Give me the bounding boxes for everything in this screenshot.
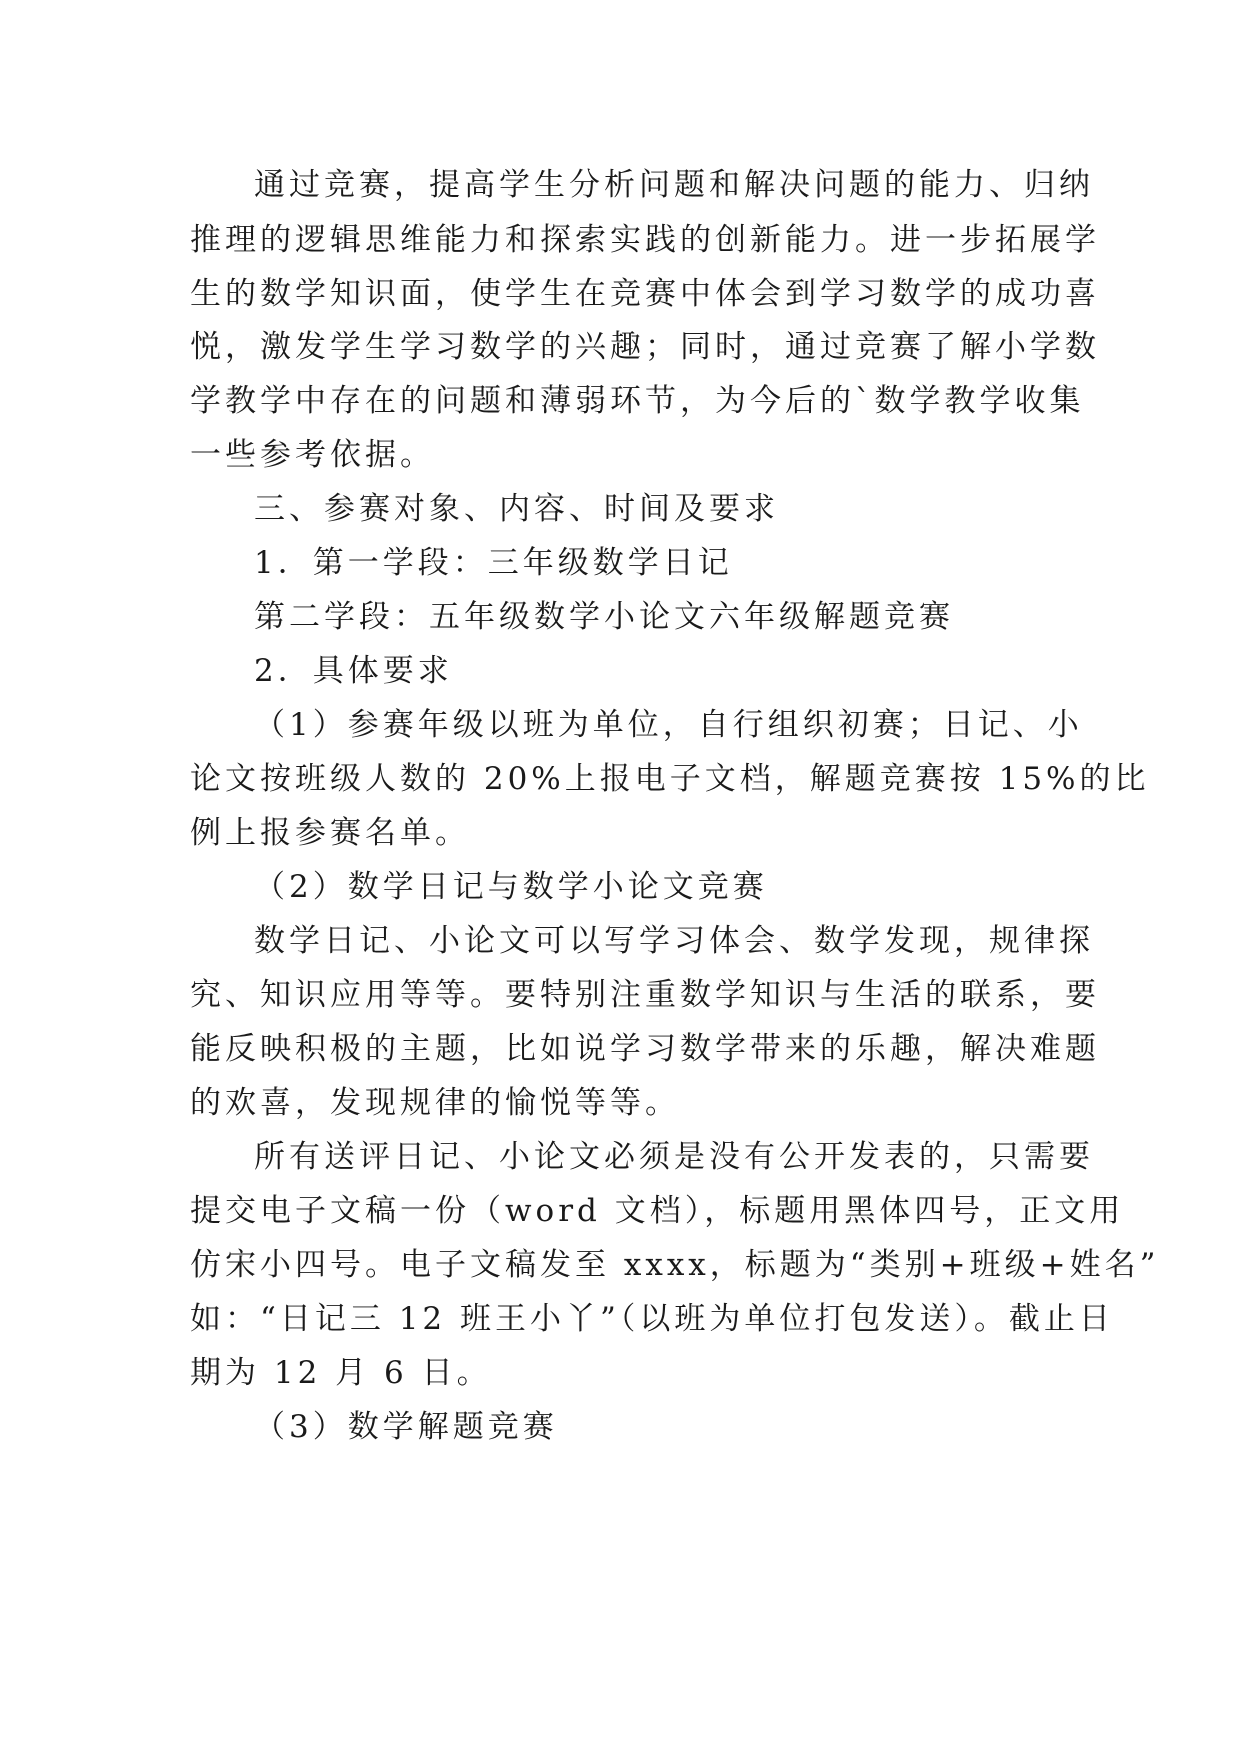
- paragraph-line: 期为 12 月 6 日。: [190, 1355, 492, 1391]
- paragraph-line: 提交电子文稿一份（word 文档），标题用黑体四号，正文用: [190, 1193, 1125, 1229]
- paragraph-line: 例上报参赛名单。: [190, 815, 470, 851]
- subsection-heading: （2）数学日记与数学小论文竞赛: [254, 869, 768, 905]
- paragraph-line: 所有送评日记、小论文必须是没有公开发表的，只需要: [254, 1139, 1094, 1175]
- paragraph-line: 学教学中存在的问题和薄弱环节，为今后的`数学教学收集: [190, 383, 1085, 419]
- paragraph-line: 能反映积极的主题，比如说学习数学带来的乐趣，解决难题: [190, 1031, 1100, 1067]
- paragraph-line: 悦，激发学生学习数学的兴趣；同时，通过竞赛了解小学数: [190, 329, 1100, 365]
- paragraph-line: 论文按班级人数的 20%上报电子文档，解题竞赛按 15%的比: [190, 761, 1150, 797]
- subsection-heading: （3）数学解题竞赛: [254, 1409, 558, 1445]
- paragraph-line: 生的数学知识面，使学生在竞赛中体会到学习数学的成功喜: [190, 276, 1100, 312]
- paragraph-line: 一些参考依据。: [190, 437, 435, 473]
- list-item: 1．第一学段：三年级数学日记: [254, 545, 733, 581]
- paragraph-line: 仿宋小四号。电子文稿发至 xxxx，标题为“类别+班级+姓名”: [190, 1247, 1160, 1283]
- section-heading: 三、参赛对象、内容、时间及要求: [254, 491, 779, 527]
- list-item: 第二学段：五年级数学小论文六年级解题竞赛: [254, 599, 954, 635]
- paragraph-line: 的欢喜，发现规律的愉悦等等。: [190, 1085, 680, 1121]
- paragraph-line: 通过竞赛，提高学生分析问题和解决问题的能力、归纳: [254, 167, 1094, 203]
- paragraph-line: （1）参赛年级以班为单位，自行组织初赛；日记、小: [254, 707, 1083, 743]
- list-item: 2．具体要求: [254, 653, 453, 689]
- paragraph-line: 究、知识应用等等。要特别注重数学知识与生活的联系，要: [190, 977, 1100, 1013]
- paragraph-line: 如：“日记三 12 班王小丫”（以班为单位打包发送）。截止日: [190, 1301, 1114, 1337]
- paragraph-line: 数学日记、小论文可以写学习体会、数学发现，规律探: [254, 923, 1094, 959]
- paragraph-line: 推理的逻辑思维能力和探索实践的创新能力。进一步拓展学: [190, 222, 1100, 258]
